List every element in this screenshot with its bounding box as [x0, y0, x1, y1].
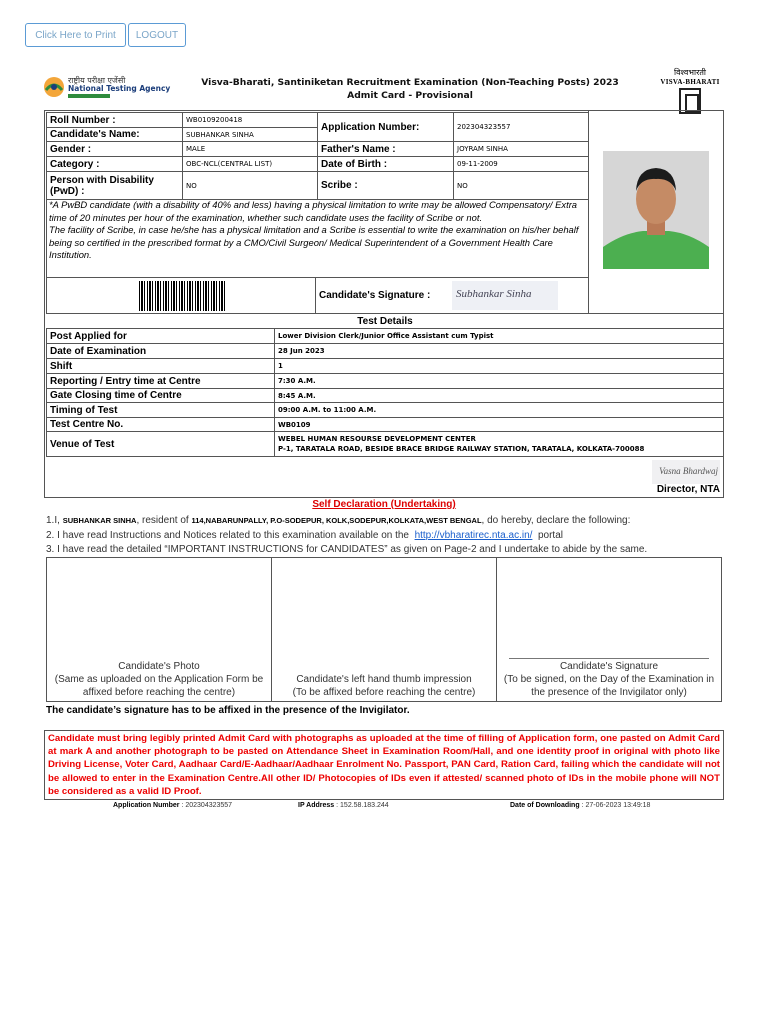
self-declaration-heading: Self Declaration (Undertaking)	[312, 499, 456, 510]
visva-bharati-logo	[658, 68, 722, 114]
declaration-line-1	[46, 515, 630, 526]
photo-caption-note: (Same as uploaded on the Application Form be affixed before reaching the centre)	[54, 674, 264, 698]
venue-value	[275, 432, 724, 457]
photo-caption-title: Candidate's Photo	[118, 661, 200, 672]
test-details-table	[46, 328, 724, 457]
candidate-photo	[603, 151, 709, 269]
photo-cell	[588, 111, 724, 313]
test-row-label: Gate Closing time of Centre	[47, 389, 275, 403]
photo-caption	[49, 660, 269, 699]
decl-1-name: SUBHANKAR SINHA	[62, 516, 137, 525]
roll-value: WB0109200418	[183, 113, 318, 128]
test-row-value: WB0109	[275, 418, 724, 432]
nta-english-name: National Testing Agency	[68, 84, 171, 93]
app-value: 202304323557	[454, 113, 589, 142]
footer-ip-label: IP Address	[298, 802, 335, 809]
vb-hindi-name: विश्वभारती	[674, 68, 706, 77]
test-row-value: Lower Division Clerk/Junior Office Assistant cum Typist	[275, 329, 724, 344]
pwd-value: NO	[183, 172, 318, 200]
candidate-signature-image: Subhankar Sinha	[452, 281, 558, 310]
test-row-label: Reporting / Entry time at Centre	[47, 374, 275, 389]
nta-emblem-icon	[43, 75, 65, 99]
footer-dl-value: : 27-06-2023 13:49:18	[581, 802, 651, 809]
gender-value: MALE	[183, 142, 318, 157]
footer-dl-label: Date of Downloading	[510, 802, 580, 809]
declaration-line-2	[46, 530, 563, 541]
decl-1-c: , do hereby, declare the following:	[481, 515, 631, 526]
director-label: Director, NTA	[656, 484, 720, 495]
director-signature-image: Vasna Bhardwaj	[652, 460, 720, 484]
venue-label: Venue of Test	[47, 432, 275, 457]
portal-link[interactable]: http://vbharatirec.nta.ac.in/	[414, 530, 533, 541]
test-row-label: Test Centre No.	[47, 418, 275, 432]
category-label: Category :	[47, 157, 183, 172]
signature-caption-title: Candidate's Signature	[559, 661, 659, 672]
decl-1-b: , resident of	[136, 515, 189, 526]
test-row-label: Shift	[47, 359, 275, 374]
test-row-label: Timing of Test	[47, 403, 275, 418]
test-row-value: 1	[275, 359, 724, 374]
footer-ip	[298, 802, 389, 809]
signature-caption-note: (To be signed, on the Day of the Examination in the presence of the Invigilator only)	[503, 674, 715, 698]
footer-ip-value: : 152.58.183.244	[336, 802, 389, 809]
category-value: OBC-NCL(CENTRAL LIST)	[183, 157, 318, 172]
test-row-value: 8:45 A.M.	[275, 389, 724, 403]
decl-2-a: 2. I have read Instructions and Notices related to this examination available on the	[46, 530, 409, 541]
father-value: JOYRAM SINHA	[454, 142, 589, 157]
declaration-line-3: 3. I have read the detailed “IMPORTANT INSTRUCTIONS for CANDIDATES” as given on Page-2 and I undertake to abide by the same.	[46, 544, 648, 555]
test-row-value: 09:00 A.M. to 11:00 A.M.	[275, 403, 724, 418]
admit-card-subtitle: Admit Card - Provisional	[347, 90, 473, 101]
pwd-note-1: *A PwBD candidate (with a disability of 40% and less) having a physical limitation to write may be allowed Compensatory/ Extra time of 20 minutes per hour of the examination, whether such candidate uses the facility of Scribe or not.	[49, 199, 578, 223]
test-details-heading: Test Details	[46, 313, 724, 328]
roll-label: Roll Number :	[47, 113, 183, 128]
test-row-label: Date of Examination	[47, 344, 275, 359]
decl-1-a: 1.I,	[46, 515, 60, 526]
pwd-label: Person with Disability (PwD) :	[47, 172, 183, 200]
test-row-value: 28 Jun 2023	[275, 344, 724, 359]
thumb-caption	[274, 673, 494, 699]
photo-affix-box	[47, 558, 272, 701]
pwd-note	[46, 198, 589, 278]
signature-caption	[499, 660, 719, 699]
decl-1-address: 114,NABARUNPALLY, P.O-SODEPUR, KOLK,SODEPUR,KOLKATA,WEST BENGAL	[191, 516, 482, 525]
nta-logo	[43, 75, 178, 101]
scribe-value: NO	[454, 172, 589, 200]
print-button[interactable]: Click Here to Print	[25, 23, 126, 47]
barcode	[139, 281, 227, 311]
thumb-caption-note: (To be affixed before reaching the centre)	[292, 687, 476, 698]
nta-hindi-name: राष्ट्रीय परीक्षा एजेंसी	[68, 76, 126, 85]
exam-title: Visva-Bharati, Santiniketan Recruitment Examination (Non-Teaching Posts) 2023	[201, 77, 619, 88]
signature-affix-box	[497, 558, 721, 701]
important-warning: Candidate must bring legibly printed Admit Card with photographs as uploaded at the time of filling of Application form, one pasted on Admit Card at mark A and another photograph to be pasted on Attendance Sheet in Examination Room/Hall, and one identity proof in original with photo like Driving License, Voter Card, Aadhaar Card/E-Aadhaar/Aadhaar Enrolment No. Passport, PAN Card, Ration Card, failing which the candidate will not be allowed to enter in the Examination Centre.All other ID/ Photocopies of IDs even if attested/ scanned photo of IDs in the mobile phone will NOT be considered as a valid ID Proof.	[44, 730, 724, 800]
decl-2-b: portal	[537, 530, 563, 541]
gender-label: Gender :	[47, 142, 183, 157]
admit-card-main	[44, 110, 724, 498]
footer-app-number	[113, 802, 232, 809]
dob-label: Date of Birth :	[318, 157, 454, 172]
divider	[315, 278, 316, 313]
pwd-note-2: The facility of Scribe, in case he/she has a physical limitation and a Scribe is essential to write the examination on his/her behalf being so certified in the prescribed format by a CMO/Civil Surgeon/ Medical Superintendent of a Government Health Care Institution.	[49, 224, 579, 261]
scribe-label: Scribe :	[318, 172, 454, 200]
app-label: Application Number:	[318, 113, 454, 142]
signature-note: The candidate’s signature has to be affixed in the presence of the Invigilator.	[46, 705, 410, 716]
logout-button[interactable]: LOGOUT	[128, 23, 186, 47]
director-block	[652, 460, 720, 495]
thumb-affix-box	[272, 558, 497, 701]
footer-app-label: Application Number	[113, 802, 180, 809]
name-value: SUBHANKAR SINHA	[183, 128, 318, 142]
vb-english-name: VISVA-BHARATI	[660, 78, 720, 86]
footer-app-value: : 202304323557	[181, 802, 233, 809]
signature-label: Candidate's Signature :	[319, 290, 431, 301]
thumb-caption-title: Candidate's left hand thumb impression	[296, 674, 472, 685]
test-row-value: 7:30 A.M.	[275, 374, 724, 389]
footer-download-date	[510, 802, 650, 809]
signature-line	[509, 658, 709, 659]
candidate-info-table	[46, 112, 589, 200]
page-title	[190, 76, 630, 102]
nta-tagline-bar	[68, 94, 110, 98]
father-label: Father's Name :	[318, 142, 454, 157]
affix-boxes	[46, 557, 722, 702]
venue-line-2: P-1, TARATALA ROAD, BESIDE BRACE BRIDGE RAILWAY STATION, TARATALA, KOLKATA-700088	[278, 445, 645, 453]
venue-line-1: WEBEL HUMAN RESOURSE DEVELOPMENT CENTER	[278, 435, 476, 443]
signature-row	[46, 277, 589, 314]
test-row-label: Post Applied for	[47, 329, 275, 344]
name-label: Candidate's Name:	[47, 128, 183, 142]
dob-value: 09-11-2009	[454, 157, 589, 172]
